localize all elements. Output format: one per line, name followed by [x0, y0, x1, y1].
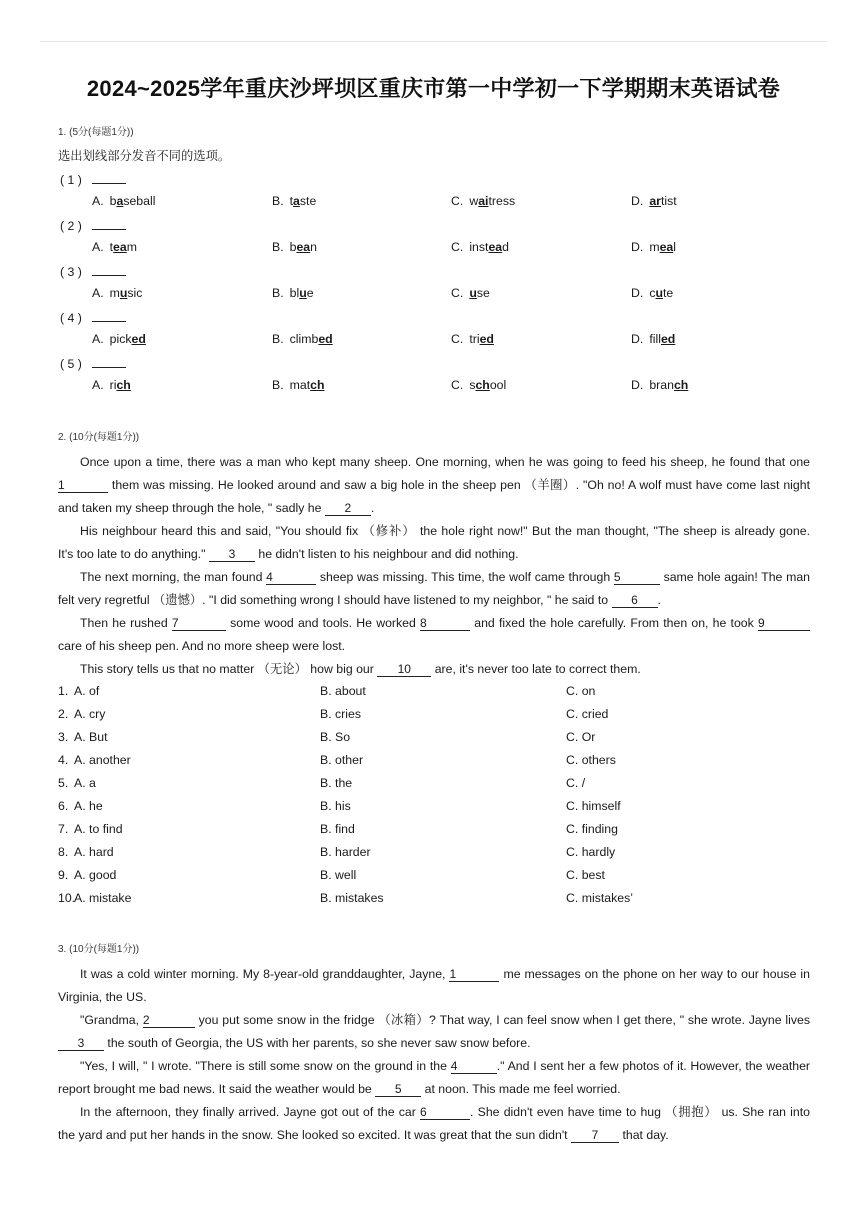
q1-item-number: ( 1 ) — [60, 173, 82, 187]
underlined-part: a — [293, 194, 300, 208]
q2-blank-7[interactable]: 7 — [172, 617, 226, 631]
q3-blank-6[interactable]: 6 — [420, 1106, 470, 1120]
word-part: b — [289, 240, 297, 254]
choice-option-c[interactable]: C. cried — [566, 707, 609, 721]
option-letter: A. — [92, 194, 104, 208]
word-part: b — [109, 194, 117, 208]
underlined-part: ai — [478, 194, 489, 208]
choice-option-b[interactable]: B. about — [320, 684, 366, 698]
word-part: tri — [469, 332, 480, 346]
choice-number: 4. — [58, 753, 69, 767]
choice-option-c[interactable]: C. others — [566, 753, 616, 767]
option-letter: A. — [92, 378, 104, 392]
choice-option-b[interactable]: B. other — [320, 753, 364, 767]
word-part: pick — [109, 332, 132, 346]
choice-option-c[interactable]: C. mistakes’ — [566, 891, 633, 905]
word-part: m — [109, 286, 120, 300]
choice-option-c[interactable]: C. / — [566, 776, 586, 790]
word-part: s — [469, 378, 476, 392]
choice-option-b[interactable]: B. find — [320, 822, 355, 836]
q2-passage-line: Once upon a time, there was a man who kept many sheep. One morning, when he was going to feed his sheep, he found that one — [80, 455, 810, 469]
choice-option-a[interactable]: A. cry — [74, 707, 106, 721]
choice-option-b[interactable]: B. mistakes — [320, 891, 384, 905]
q3-passage-line: report brought me bad news. It said the weather would be 5 at noon. This made me feel worried. — [58, 1082, 621, 1096]
option-letter: D. — [631, 240, 644, 254]
choice-option-a[interactable]: A. to find — [74, 822, 123, 836]
choice-number: 8. — [58, 845, 69, 859]
choice-option-b[interactable]: B. the — [320, 776, 353, 790]
page-top-divider — [40, 41, 827, 42]
word-part: e — [306, 286, 314, 300]
q3-blank-5[interactable]: 5 — [375, 1083, 421, 1097]
word-part: ri — [109, 378, 117, 392]
q1-option[interactable] — [92, 332, 146, 346]
q1-item-number: ( 3 ) — [60, 265, 82, 279]
choice-option-a[interactable]: A. mistake — [74, 891, 132, 905]
underlined-part: ed — [479, 332, 494, 346]
q3-passage-line: 3 the south of Georgia, the US with her parents, so she never saw snow before. — [58, 1035, 531, 1051]
q3-blank-4[interactable]: 4 — [451, 1060, 497, 1074]
choice-option-c[interactable]: C. hardly — [566, 845, 616, 859]
underlined-part: ar — [649, 194, 661, 208]
option-letter: C. — [451, 332, 464, 346]
option-letter: B. — [272, 286, 284, 300]
q1-item-label — [60, 355, 126, 371]
q1-header: 1. (5分(每题1分)) — [58, 127, 134, 138]
choice-option-c[interactable]: C. best — [566, 868, 605, 882]
q1-option[interactable] — [92, 194, 155, 208]
option-letter: A. — [92, 240, 104, 254]
word-part: bran — [649, 378, 674, 392]
word-part: te — [662, 286, 674, 300]
word-part: n — [310, 240, 317, 254]
word-part: sic — [127, 286, 143, 300]
q2-passage-line: His neighbour heard this and said, "You should fix （修补） the hole right now!" But the man thought, "The sheep is already gone. — [80, 524, 810, 538]
choice-option-b[interactable]: B. cries — [320, 707, 361, 721]
underlined-part: u — [655, 286, 663, 300]
choice-number: 9. — [58, 868, 69, 882]
q1-option[interactable] — [631, 378, 688, 392]
q2-blank-4[interactable]: 4 — [266, 571, 316, 585]
q1-option[interactable] — [451, 286, 490, 300]
q1-option[interactable] — [451, 332, 494, 346]
word-part: w — [469, 194, 479, 208]
q1-option[interactable] — [92, 240, 137, 254]
q3-blank-7[interactable]: 7 — [571, 1129, 619, 1143]
choice-number: 10. — [58, 891, 76, 905]
word-part: l — [673, 240, 676, 254]
underlined-part: u — [299, 286, 307, 300]
underlined-part: ed — [318, 332, 333, 346]
q2-passage-line: The next morning, the man found 4 sheep was missing. This time, the wolf came through 5 same hole again! The man — [80, 570, 810, 584]
option-letter: B. — [272, 194, 284, 208]
word-part: ool — [489, 378, 507, 392]
q1-option[interactable] — [451, 240, 509, 254]
q1-item-label — [60, 217, 126, 233]
q1-answer-blank[interactable] — [92, 263, 126, 276]
choice-number: 3. — [58, 730, 69, 744]
q2-passage-line: Then he rushed 7 some wood and tools. He worked 8 and fixed the hole carefully. From then on, he took 9 — [80, 615, 810, 631]
option-letter: D. — [631, 332, 644, 346]
option-letter: B. — [272, 332, 284, 346]
option-letter: D. — [631, 286, 644, 300]
q2-passage-line: and taken my sheep through the hole, " sadly he 2 . — [58, 501, 375, 515]
q3-passage-line: "Grandma, 2 you put some snow in the fridge （冰箱）? That way, I can feel snow when I get there, " she wrote. Jayne lives — [80, 1013, 810, 1027]
q2-passage-line: This story tells us that no matter （无论） how big our 10 are, it's never too late to correct them. — [80, 662, 641, 676]
underlined-part: ed — [131, 332, 146, 346]
choice-number: 1. — [58, 684, 69, 698]
word-part: seball — [123, 194, 156, 208]
word-part: t — [289, 194, 294, 208]
word-part: ste — [299, 194, 317, 208]
q3-blank-2[interactable]: 2 — [143, 1014, 195, 1028]
word-part: mat — [289, 378, 311, 392]
q2-passage-line: care of his sheep pen. And no more sheep were lost. — [58, 639, 346, 653]
underlined-part: ch — [475, 378, 490, 392]
word-part: m — [126, 240, 137, 254]
q3-passage-line: Virginia, the US. — [58, 990, 147, 1004]
choice-option-a[interactable]: A. But — [74, 730, 108, 744]
q1-answer-blank[interactable] — [92, 309, 126, 322]
option-letter: A. — [92, 286, 104, 300]
q2-passage-line: felt very regretful （遗憾）. "I did something wrong I should have listened to my neighbor, " he said to 6 . — [58, 593, 661, 607]
choice-option-c[interactable]: C. Or — [566, 730, 596, 744]
q1-option[interactable] — [631, 194, 677, 208]
q2-blank-9[interactable]: 9 — [758, 617, 810, 631]
q1-option[interactable] — [451, 378, 506, 392]
choice-option-c[interactable]: C. himself — [566, 799, 621, 813]
q1-option[interactable] — [92, 286, 142, 300]
q1-item-label — [60, 263, 126, 279]
choice-option-b[interactable]: B. So — [320, 730, 351, 744]
word-part: tist — [660, 194, 677, 208]
option-letter: C. — [451, 194, 464, 208]
q1-item-number: ( 2 ) — [60, 219, 82, 233]
choice-option-c[interactable]: C. finding — [566, 822, 618, 836]
q3-passage-line: "Yes, I will, " I wrote. "There is still some snow on the ground in the 4 ." And I sent her a few photos of it. However, the weather — [80, 1059, 811, 1073]
option-letter: A. — [92, 332, 104, 346]
choice-number: 6. — [58, 799, 69, 813]
word-part: c — [649, 286, 656, 300]
q1-item-number: ( 4 ) — [60, 311, 82, 325]
underlined-part: ea — [113, 240, 127, 254]
option-letter: C. — [451, 240, 464, 254]
q1-option[interactable] — [272, 286, 314, 300]
q2-passage-line: It's too late to do anything." 3 he didn't listen to his neighbour and did nothing. — [58, 547, 519, 561]
q2-passage-line: 1 them was missing. He looked around and saw a big hole in the sheep pen （羊圈）. "Oh no! A wolf must have come last night — [58, 478, 810, 492]
underlined-part: u — [119, 286, 128, 300]
q2-blank-5[interactable]: 5 — [614, 571, 660, 585]
q2-blank-8[interactable]: 8 — [420, 617, 470, 631]
word-part: inst — [469, 240, 489, 254]
underlined-part: ch — [310, 378, 325, 392]
q1-option[interactable] — [272, 332, 333, 346]
q1-option[interactable] — [631, 286, 673, 300]
word-part: climb — [289, 332, 319, 346]
underlined-part: ed — [660, 332, 676, 346]
q3-header: 3. (10分(每题1分)) — [58, 944, 140, 955]
q1-item-number: ( 5 ) — [60, 357, 82, 371]
q1-option[interactable] — [272, 240, 317, 254]
option-letter: B. — [272, 378, 284, 392]
choice-number: 2. — [58, 707, 69, 721]
q1-answer-blank[interactable] — [92, 355, 126, 368]
option-letter: D. — [631, 194, 644, 208]
word-part: t — [109, 240, 114, 254]
q3-blank-1[interactable]: 1 — [449, 968, 499, 982]
word-part: bl — [289, 286, 300, 300]
q2-blank-3[interactable]: 3 — [209, 548, 255, 562]
option-letter: C. — [451, 286, 464, 300]
choice-option-a[interactable]: A. of — [74, 684, 100, 698]
word-part: se — [476, 286, 490, 300]
q1-answer-blank[interactable] — [92, 217, 126, 230]
option-letter: B. — [272, 240, 284, 254]
q3-passage-line: the yard and put her hands in the snow. She looked so excited. It was great that the sun didn't 7 that day. — [58, 1128, 669, 1142]
q1-option[interactable] — [92, 378, 131, 392]
q2-blank-1[interactable]: 1 — [58, 479, 108, 493]
q1-instruction: 选出划线部分发音不同的选项。 — [58, 149, 231, 163]
underlined-part: ch — [673, 378, 689, 392]
q1-option[interactable] — [631, 332, 675, 346]
word-part: m — [649, 240, 660, 254]
word-part: fill — [649, 332, 661, 346]
q1-item-label — [60, 171, 126, 187]
choice-number: 7. — [58, 822, 69, 836]
q1-option[interactable] — [272, 378, 324, 392]
choice-option-a[interactable]: A. good — [74, 868, 117, 882]
q1-answer-blank[interactable] — [92, 171, 126, 184]
q2-blank-10[interactable]: 10 — [377, 663, 431, 677]
choice-option-a[interactable]: A. hard — [74, 845, 114, 859]
q3-passage-line: In the afternoon, they finally arrived. Jayne got out of the car 6 . She didn't even have time to hug （拥抱） us. She ran into — [80, 1105, 810, 1119]
q1-option[interactable] — [451, 194, 515, 208]
q2-blank-2[interactable]: 2 — [325, 502, 371, 516]
choice-option-c[interactable]: C. on — [566, 684, 596, 698]
q3-blank-3[interactable]: 3 — [58, 1037, 104, 1051]
page-title: 2024~2025学年重庆沙坪坝区重庆市第一中学初一下学期期末英语试卷 — [86, 76, 781, 101]
underlined-part: ea — [659, 240, 674, 254]
q3-passage-line: It was a cold winter morning. My 8-year-old granddaughter, Jayne, 1 me messages on the phone on her way to our house in — [80, 967, 810, 981]
option-letter: D. — [631, 378, 644, 392]
underlined-part: ea — [296, 240, 311, 254]
word-part: tress — [488, 194, 516, 208]
underlined-part: ea — [488, 240, 503, 254]
option-letter: C. — [451, 378, 464, 392]
choice-number: 5. — [58, 776, 69, 790]
choice-option-a[interactable]: A. a — [74, 776, 96, 790]
q1-option[interactable] — [272, 194, 316, 208]
underlined-part: ch — [116, 378, 131, 392]
q2-blank-6[interactable]: 6 — [612, 594, 658, 608]
q2-header: 2. (10分(每题1分)) — [58, 432, 140, 443]
choice-option-b[interactable]: B. harder — [320, 845, 371, 859]
q1-option[interactable] — [631, 240, 676, 254]
choice-option-a[interactable]: A. he — [74, 799, 103, 813]
underlined-part: u — [469, 286, 477, 300]
underlined-part: a — [116, 194, 124, 208]
choice-option-a[interactable]: A. another — [74, 753, 131, 767]
choice-option-b[interactable]: B. well — [320, 868, 357, 882]
word-part: d — [502, 240, 509, 254]
choice-option-b[interactable]: B. his — [320, 799, 351, 813]
q1-item-label — [60, 309, 126, 325]
